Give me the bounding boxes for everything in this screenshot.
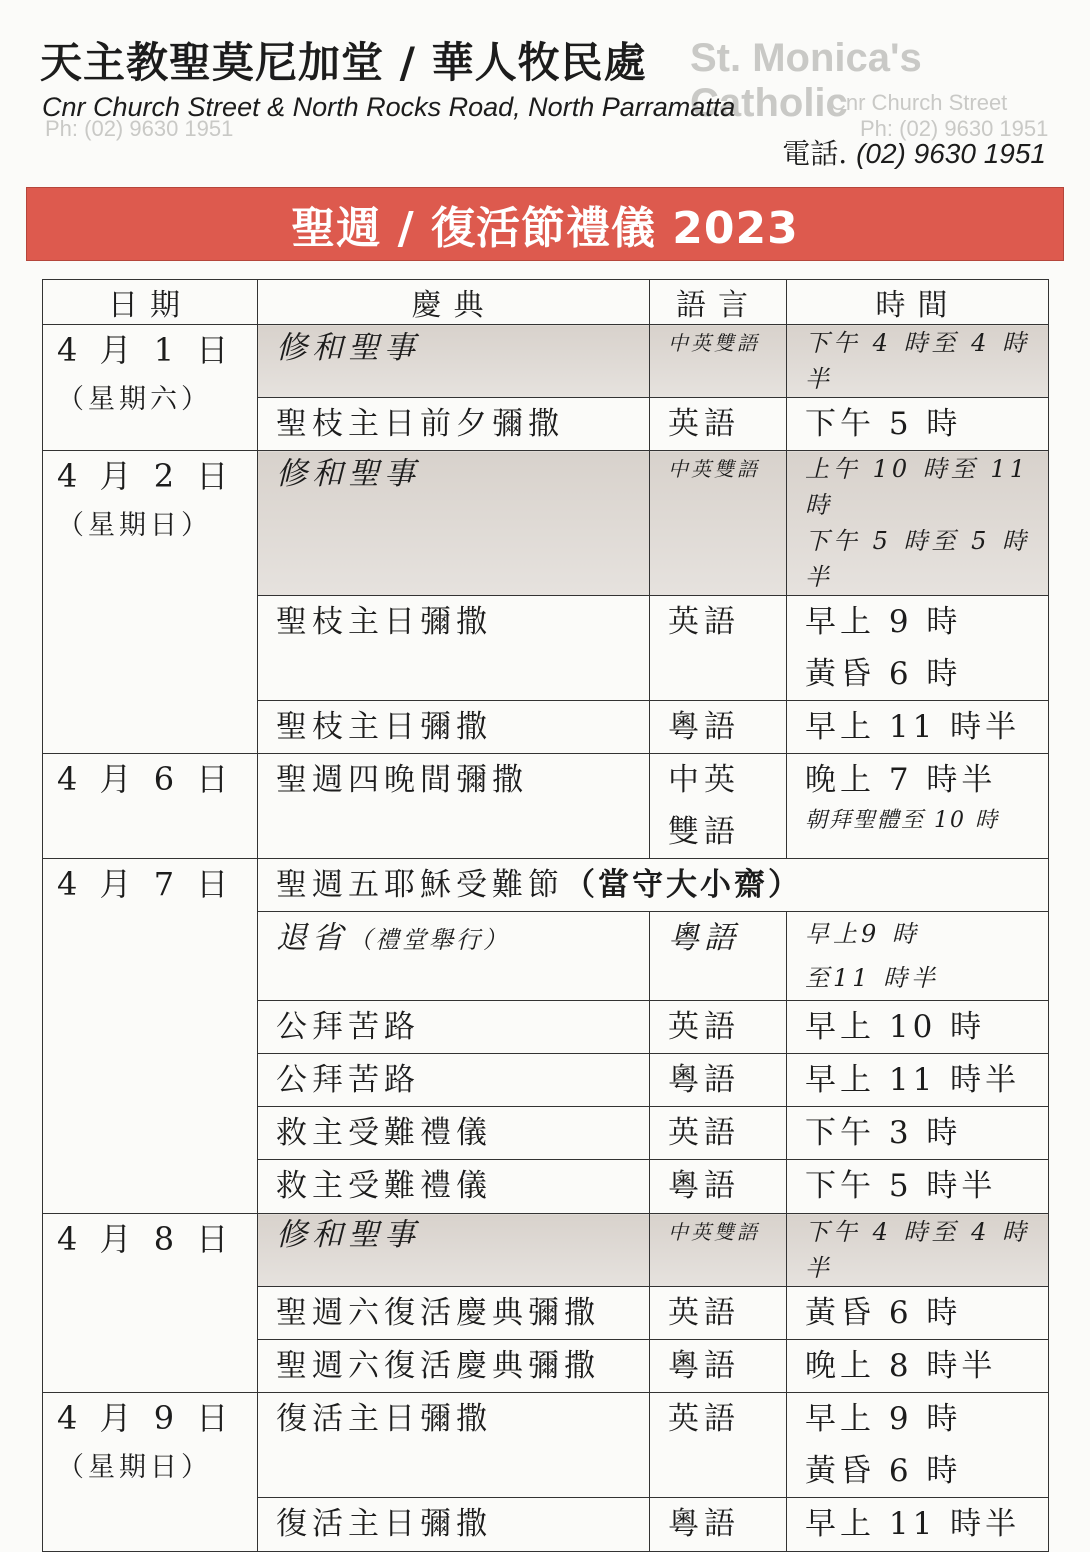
time-cell (787, 912, 1049, 1001)
date-text: 4 月 2 日 (57, 457, 235, 495)
table-row (43, 859, 1049, 912)
time-line-1: 早上9 時 (805, 920, 920, 948)
bleed-through-phone-left: Ph: (02) 9630 1951 (45, 116, 234, 141)
time-cell: 早上 11 時半 (787, 1054, 1049, 1107)
time-line-1: 晚上 7 時半 (805, 762, 997, 798)
event-cell (258, 912, 650, 1001)
time-line-2: 黃昏 6 時 (805, 1453, 962, 1489)
date-cell (43, 859, 258, 1214)
retreat-location: （禮堂舉行） (348, 926, 510, 954)
bleed-through-phone: Ph: (02) 9630 1951 (860, 116, 1049, 141)
language-cell: 英語 (650, 1001, 787, 1054)
event-cell: 聖枝主日彌撒 (258, 701, 650, 754)
time-cell: 早上 11 時半 (787, 1498, 1049, 1552)
weekday-text: （星期六） (57, 384, 212, 415)
language-cell: 粵語 (650, 912, 787, 1001)
event-cell: 修和聖事 (258, 325, 650, 398)
language-cell: 粵語 (650, 1498, 787, 1552)
event-cell: 聖枝主日前夕彌撒 (258, 398, 650, 451)
date-text: 4 月 7 日 (57, 865, 235, 903)
table-row (43, 754, 1049, 859)
language-cell: 中英雙語 (650, 1214, 787, 1287)
time-cell (787, 754, 1049, 859)
event-cell: 公拜苦路 (258, 1001, 650, 1054)
event-cell: 救主受難禮儀 (258, 1160, 650, 1214)
time-line-1: 早上 9 時 (805, 1401, 962, 1437)
date-text: 4 月 8 日 (57, 1220, 235, 1258)
phone-label: 電話. (782, 137, 848, 170)
retreat-title: 退省 (276, 920, 348, 956)
good-friday-title: 聖週五耶穌受難節 (276, 867, 564, 903)
date-cell (43, 1214, 258, 1393)
event-cell: 修和聖事 (258, 1214, 650, 1287)
date-cell (43, 754, 258, 859)
language-cell: 中英雙語 (650, 325, 787, 398)
church-address: Cnr Church Street & North Rocks Road, North Parramatta (42, 92, 736, 122)
church-title: 天主教聖莫尼加堂 / 華人牧民處 (40, 38, 647, 87)
time-cell: 早上 10 時 (787, 1001, 1049, 1054)
schedule-table (42, 279, 1049, 1552)
time-cell: 下午 3 時 (787, 1107, 1049, 1160)
banner-title: 聖週 / 復活節禮儀 2023 (291, 203, 799, 254)
language-cell: 英語 (650, 398, 787, 451)
language-cell: 英語 (650, 596, 787, 701)
time-cell: 下午 4 時至 4 時半 (787, 325, 1049, 398)
event-cell: 聖枝主日彌撒 (258, 596, 650, 701)
language-cell: 粵語 (650, 1160, 787, 1214)
language-cell: 英語 (650, 1287, 787, 1340)
time-cell (787, 451, 1049, 596)
bleed-through-address: Cnr Church Street (830, 90, 1008, 115)
time-cell: 下午 5 時半 (787, 1160, 1049, 1214)
date-text: 4 月 6 日 (57, 760, 235, 798)
time-cell: 下午 4 時至 4 時半 (787, 1214, 1049, 1287)
time-cell (787, 1393, 1049, 1498)
date-text: 4 月 1 日 (57, 331, 235, 369)
fasting-note: （當守大小齋） (564, 867, 802, 903)
event-cell: 救主受難禮儀 (258, 1107, 650, 1160)
time-line-2: 至11 時半 (805, 964, 940, 992)
event-cell: 聖週六復活慶典彌撒 (258, 1287, 650, 1340)
language-line-1: 中英 (668, 762, 740, 798)
table-row (43, 451, 1049, 596)
time-cell: 早上 11 時半 (787, 701, 1049, 754)
header-language: 語言 (650, 280, 787, 325)
weekday-text: （星期日） (57, 510, 212, 541)
language-cell: 英語 (650, 1107, 787, 1160)
date-cell (43, 451, 258, 754)
adoration-note: 朝拜聖體至 10 時 (805, 808, 999, 833)
language-cell: 粵語 (650, 1340, 787, 1393)
time-line-1: 早上 9 時 (805, 604, 962, 640)
event-cell: 聖週四晚間彌撒 (258, 754, 650, 859)
table-row (43, 1214, 1049, 1287)
time-cell: 黃昏 6 時 (787, 1287, 1049, 1340)
phone-number: (02) 9630 1951 (856, 138, 1046, 169)
language-line-2: 雙語 (668, 814, 740, 850)
header-event: 慶典 (258, 280, 650, 325)
church-phone (782, 132, 1046, 172)
language-cell: 英語 (650, 1393, 787, 1498)
time-line-2: 黃昏 6 時 (805, 656, 962, 692)
bleed-through-title: St. Monica's Catholic (690, 36, 922, 125)
header-date: 日期 (43, 280, 258, 325)
time-cell (787, 596, 1049, 701)
table-row (43, 325, 1049, 398)
header-time: 時間 (787, 280, 1049, 325)
event-cell (258, 859, 1049, 912)
time-cell: 晚上 8 時半 (787, 1340, 1049, 1393)
table-row (43, 1393, 1049, 1498)
language-cell: 粵語 (650, 701, 787, 754)
event-cell: 復活主日彌撒 (258, 1393, 650, 1498)
header-row (43, 280, 1049, 325)
date-cell (43, 325, 258, 451)
time-line-2: 下午 5 時至 5 時半 (805, 527, 1031, 591)
language-cell (650, 754, 787, 859)
weekday-text: （星期日） (57, 1452, 212, 1483)
date-cell (43, 1393, 258, 1552)
language-cell: 粵語 (650, 1054, 787, 1107)
date-text: 4 月 9 日 (57, 1399, 235, 1437)
time-line-1: 上午 10 時至 11 時 (805, 455, 1029, 519)
event-cell: 修和聖事 (258, 451, 650, 596)
event-cell: 聖週六復活慶典彌撒 (258, 1340, 650, 1393)
language-cell: 中英雙語 (650, 451, 787, 596)
event-cell: 復活主日彌撒 (258, 1498, 650, 1552)
title-banner (26, 187, 1064, 261)
time-cell: 下午 5 時 (787, 398, 1049, 451)
event-cell: 公拜苦路 (258, 1054, 650, 1107)
